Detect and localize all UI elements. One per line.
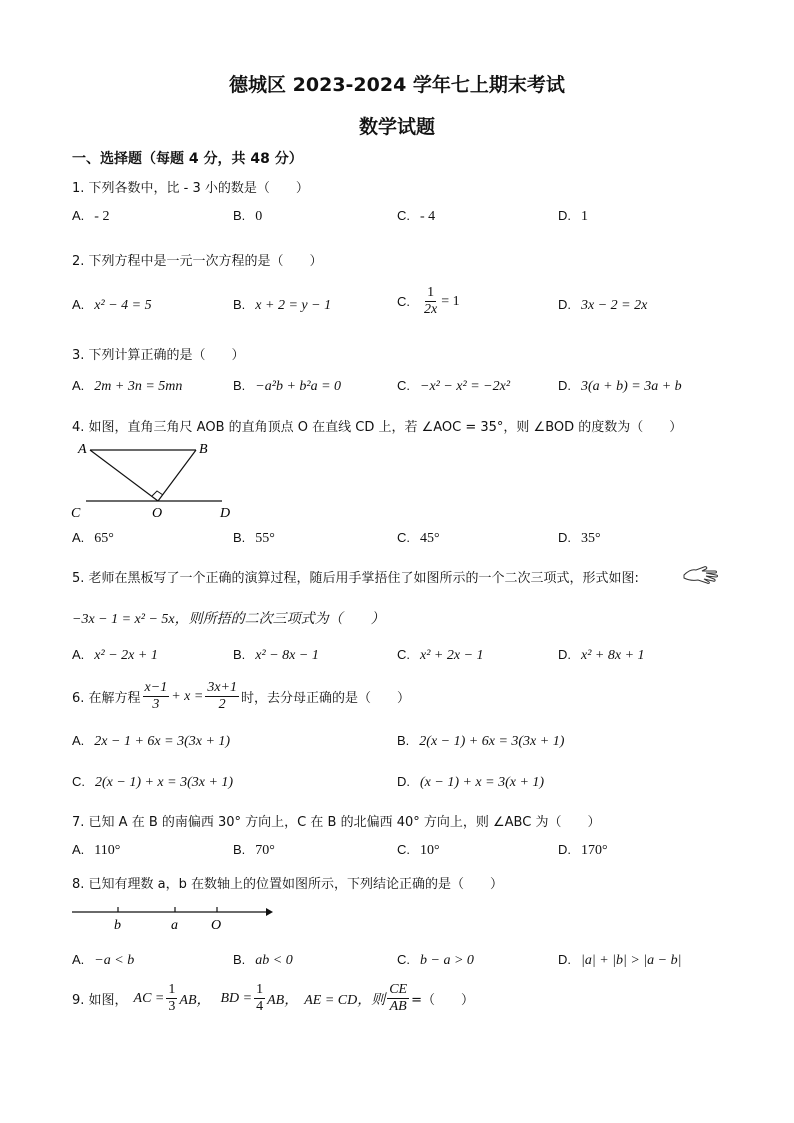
stem-text: 时，去分母正确的是（ ）	[241, 691, 411, 706]
option-label: D.	[558, 647, 571, 662]
point-label-d: D	[220, 506, 231, 521]
option-label: D.	[558, 297, 571, 312]
option-text: 1	[581, 209, 588, 224]
question-1-option-a	[72, 208, 109, 225]
option-text: 170°	[581, 843, 608, 858]
question-1-option-c	[397, 208, 435, 225]
question-8-stem: 8. 已知有理数 a，b 在数轴上的位置如图所示，下列结论正确的是（ ）	[72, 877, 504, 892]
fraction-denominator: 3	[168, 999, 176, 1014]
question-2-stem: 2. 下列方程中是一元一次方程的是（ ）	[72, 254, 323, 269]
option-text: 2(x − 1) + 6x = 3(3x + 1)	[419, 734, 565, 749]
question-7-option-c	[397, 842, 440, 859]
option-text: 65°	[94, 531, 114, 546]
question-5-option-c	[397, 647, 484, 664]
question-3-option-a	[72, 378, 182, 395]
option-text: −a²b + b²a = 0	[255, 379, 342, 394]
question-7-option-b	[233, 842, 275, 859]
stem-math: AC =	[133, 990, 165, 1006]
fraction-numerator: 3x+1	[207, 680, 237, 695]
option-label: D.	[558, 378, 571, 393]
stem-math: AE = CD，则	[304, 992, 386, 1008]
point-label-c: C	[71, 506, 81, 521]
question-6-stem	[72, 680, 410, 713]
fraction	[205, 680, 239, 713]
fraction-numerator: 1	[427, 285, 435, 300]
right-angle-mark	[152, 491, 163, 496]
option-text: 0	[255, 209, 263, 224]
question-1-option-b	[233, 208, 262, 225]
question-5-option-d	[558, 647, 645, 664]
option-text: x² + 2x − 1	[420, 648, 484, 663]
question-4-option-c	[397, 530, 440, 547]
option-text: 3(a + b) = 3a + b	[581, 379, 682, 394]
point-label-a: A	[78, 442, 87, 457]
number-line	[70, 902, 280, 934]
fraction-numerator: 1	[256, 982, 264, 997]
option-text: b − a > 0	[420, 953, 474, 968]
fraction-denominator: AB	[389, 999, 407, 1014]
option-text: 55°	[255, 531, 275, 546]
option-label: B.	[233, 378, 246, 393]
option-label: B.	[233, 952, 246, 967]
fraction	[143, 680, 170, 713]
option-label: C.	[397, 294, 410, 309]
option-label: C.	[397, 208, 410, 223]
option-label: B.	[397, 733, 410, 748]
question-7-option-a	[72, 842, 120, 859]
question-4-option-d	[558, 530, 601, 547]
fraction	[422, 285, 439, 318]
option-text: - 4	[420, 209, 436, 224]
option-label: B.	[233, 842, 246, 857]
question-2-option-b	[233, 297, 331, 314]
option-label: C.	[397, 952, 410, 967]
question-6-option-d	[397, 774, 544, 791]
option-text: x² − 2x + 1	[94, 648, 158, 663]
question-5-stem-continued: −3x − 1 = x² − 5x，则所捂的二次三项式为（ ）	[72, 612, 385, 627]
question-2-option-c	[397, 285, 460, 318]
option-label: C.	[397, 378, 410, 393]
tick-label-b: b	[114, 918, 121, 933]
option-text: 10°	[420, 843, 440, 858]
exam-subtitle: 数学试题	[358, 116, 435, 138]
question-8-option-c	[397, 952, 474, 969]
section-title: 一、选择题（每题 4 分，共 48 分）	[72, 151, 303, 167]
stem-math: AB，	[179, 992, 211, 1008]
tick-label-o: O	[211, 918, 222, 933]
option-text: 2(x − 1) + x = 3(3x + 1)	[95, 775, 234, 790]
option-label: B.	[233, 530, 246, 545]
option-text: 110°	[94, 843, 121, 858]
question-3-option-b	[233, 378, 341, 395]
question-8-option-d	[558, 952, 681, 969]
option-label: A.	[72, 952, 85, 967]
option-text: x² + 8x + 1	[581, 648, 645, 663]
option-label: C.	[72, 774, 85, 789]
option-label: A.	[72, 733, 85, 748]
option-label: D.	[558, 842, 571, 857]
question-5-option-a	[72, 647, 158, 664]
stem-math: BD =	[220, 990, 253, 1006]
fraction-denominator: 2	[218, 697, 226, 712]
stem-text: 9. 如图，	[72, 993, 128, 1008]
option-label: D.	[558, 530, 571, 545]
exam-title: 德城区 2023-2024 学年七上期末考试	[229, 74, 565, 96]
option-label: A.	[72, 208, 85, 223]
option-label: C.	[397, 530, 410, 545]
option-text: x + 2 = y − 1	[255, 298, 332, 313]
question-3-stem: 3. 下列计算正确的是（ ）	[72, 348, 245, 363]
question-5-stem: 5. 老师在黑板写了一个正确的演算过程，随后用手掌捂住了如图所示的一个二次三项式，形式如图:	[72, 571, 639, 586]
option-text: |a| + |b| > |a − b|	[581, 953, 682, 968]
segment-ao	[90, 450, 158, 501]
fraction	[166, 982, 177, 1015]
fraction	[387, 982, 409, 1015]
option-label: B.	[233, 297, 246, 312]
number-line-arrow	[266, 908, 273, 916]
option-label: D.	[558, 952, 571, 967]
question-6-option-c	[72, 774, 233, 791]
question-6-option-a	[72, 733, 230, 750]
question-4-stem: 4. 如图，直角三角尺 AOB 的直角顶点 O 在直线 CD 上，若 ∠AOC = 35°，则 ∠BOD 的度数为（ ）	[72, 420, 683, 435]
question-3-option-c	[397, 378, 510, 395]
question-9-stem	[72, 982, 474, 1015]
option-label: B.	[233, 208, 246, 223]
fraction-numerator: 1	[168, 982, 176, 997]
option-text: −a < b	[94, 953, 135, 968]
option-text: 70°	[255, 843, 275, 858]
option-label: B.	[233, 647, 246, 662]
stem-math: + x =	[171, 688, 204, 704]
question-8-option-b	[233, 952, 293, 969]
point-label-b: B	[199, 442, 208, 457]
question-3-option-d	[558, 378, 682, 395]
question-4-option-a	[72, 530, 114, 547]
option-label: A.	[72, 378, 85, 393]
option-text: 2m + 3n = 5mn	[94, 379, 183, 394]
option-label: A.	[72, 530, 85, 545]
option-text: ab < 0	[255, 953, 293, 968]
stem-math: AB，	[267, 992, 299, 1008]
option-text: x² − 4 = 5	[94, 298, 152, 313]
question-2-option-a	[72, 297, 152, 314]
option-label: A.	[72, 647, 85, 662]
option-text: 3x − 2 = 2x	[581, 298, 648, 313]
option-label: A.	[72, 297, 85, 312]
question-4-figure	[68, 437, 248, 522]
fraction	[254, 982, 265, 1015]
question-1-option-d	[558, 208, 588, 225]
option-text: (x − 1) + x = 3(x + 1)	[420, 775, 545, 790]
point-label-o: O	[152, 506, 163, 521]
fraction-denominator: 3	[152, 697, 160, 712]
option-text: −x² − x² = −2x²	[420, 379, 511, 394]
fraction-numerator: CE	[389, 982, 408, 997]
question-7-stem: 7. 已知 A 在 B 的南偏西 30° 方向上，C 在 B 的北偏西 40° 方向上，则 ∠ABC 为（ ）	[72, 815, 601, 830]
question-5-option-b	[233, 647, 319, 664]
question-2-option-d	[558, 297, 647, 314]
segment-bo	[158, 450, 196, 501]
question-1-stem: 1. 下列各数中，比 - 3 小的数是（ ）	[72, 181, 309, 196]
option-text: x² − 8x − 1	[255, 648, 319, 663]
option-text: = 1	[441, 293, 460, 309]
option-label: C.	[397, 647, 410, 662]
tick-label-a: a	[171, 918, 178, 933]
fraction-denominator: 2x	[424, 302, 438, 317]
question-4-option-b	[233, 530, 275, 547]
option-text: 2x − 1 + 6x = 3(3x + 1)	[94, 734, 231, 749]
stem-text: =（ ）	[411, 993, 475, 1008]
question-6-option-b	[397, 733, 564, 750]
fraction-numerator: x−1	[144, 680, 168, 695]
option-label: D.	[397, 774, 410, 789]
option-label: A.	[72, 842, 85, 857]
palm-icon	[682, 561, 720, 585]
fraction-denominator: 4	[256, 999, 264, 1014]
option-label: C.	[397, 842, 410, 857]
option-text: 35°	[581, 531, 601, 546]
option-text: - 2	[94, 209, 110, 224]
stem-text: 6. 在解方程	[72, 691, 141, 706]
question-7-option-d	[558, 842, 608, 859]
question-8-option-a	[72, 952, 134, 969]
option-text: 45°	[420, 531, 440, 546]
option-label: D.	[558, 208, 571, 223]
